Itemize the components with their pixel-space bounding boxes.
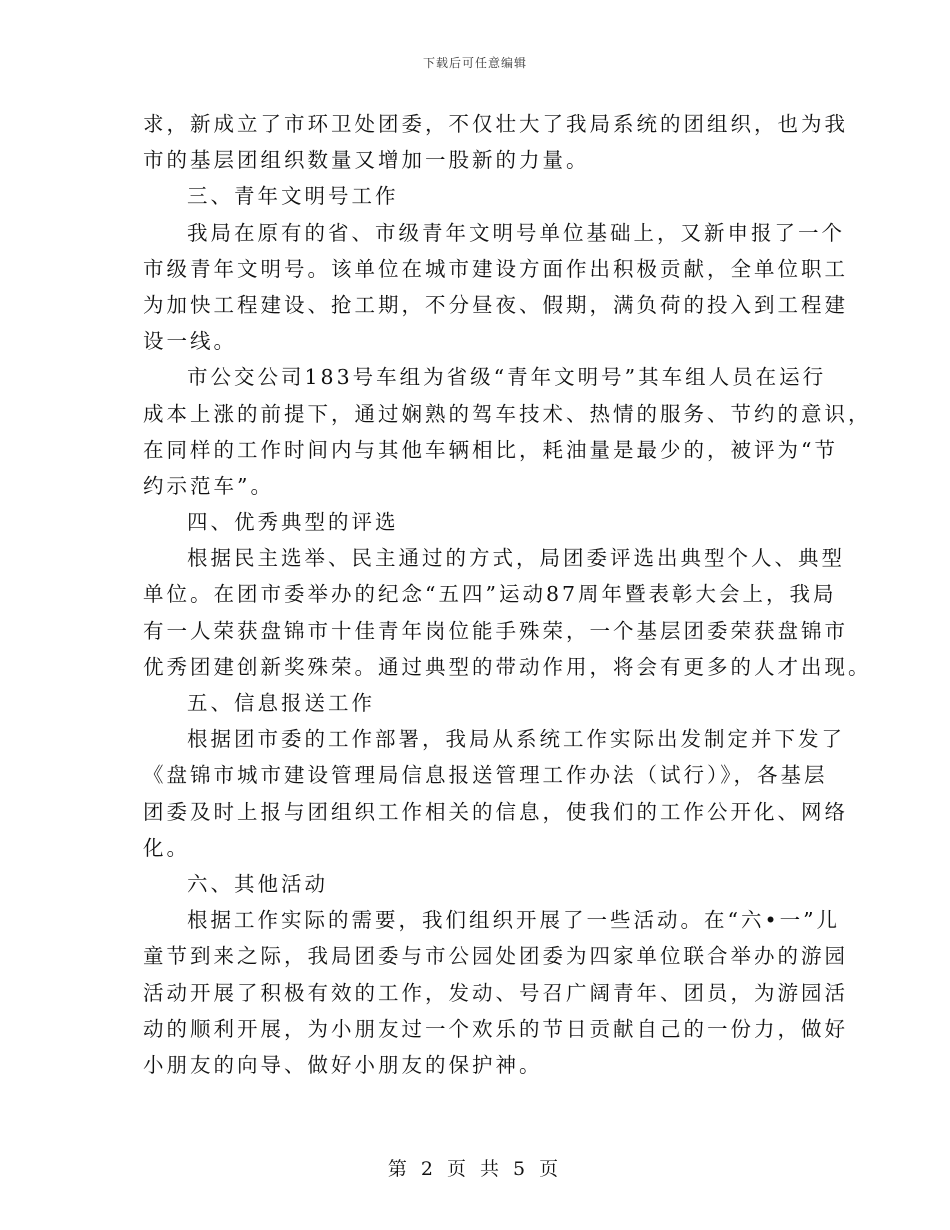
text-line: 约示范车”。 [143, 473, 274, 498]
text-line: 求，新成立了市环卫处团委，不仅壮大了我局系统的团组织，也为我 [143, 112, 848, 136]
text-line: 四、优秀典型的评选 [187, 510, 399, 535]
text-line: 团委及时上报与团组织工作相关的信息，使我们的工作公开化、网络 [143, 799, 848, 824]
text-line: 五、信息报送工作 [187, 691, 375, 715]
text-line: 有一人荣获盘锦市十佳青年岗位能手殊荣，一个基层团委荣获盘锦市 [143, 618, 848, 643]
text-line: 根据工作实际的需要，我们组织开展了一些活动。在“六•一”儿 [187, 908, 841, 933]
text-line: 在同样的工作时间内与其他车辆相比，耗油量是最少的，被评为“节 [143, 437, 838, 462]
text-line: 根据团市委的工作部署，我局从系统工作实际出发制定并下发了 [187, 727, 845, 752]
text-line: 单位。在团市委举办的纪念“五四”运动87周年暨表彰大会上，我局 [143, 582, 837, 607]
text-line: 根据民主选举、民主通过的方式，局团委评选出典型个人、典型 [187, 546, 845, 571]
text-line: 市级青年文明号。该单位在城市建设方面作出积极贡献，全单位职工 [143, 256, 848, 281]
text-line: 活动开展了积极有效的工作，发动、号召广阔青年、团员，为游园活 [143, 980, 848, 1005]
text-line: 三、青年文明号工作 [187, 184, 399, 209]
text-line: 童节到来之际，我局团委与市公园处团委为四家单位联合举办的游园 [143, 944, 848, 969]
text-line: 我局在原有的省、市级青年文明号单位基础上，又新申报了一个 [187, 220, 845, 245]
text-line: 为加快工程建设、抢工期，不分昼夜、假期，满负荷的投入到工程建 [143, 292, 848, 317]
page-header: 下载后可任意编辑 [422, 56, 527, 70]
text-line: 化。 [143, 835, 190, 860]
text-line: 优秀团建创新奖殊荣。通过典型的带动作用，将会有更多的人才出现。 [143, 654, 872, 679]
text-line: 六、其他活动 [187, 871, 328, 896]
text-line: 成本上涨的前提下，通过娴熟的驾车技术、热情的服务、节约的意识， [143, 401, 872, 426]
document-body [143, 106, 872, 1083]
text-line: 小朋友的向导、做好小朋友的保护神。 [143, 1052, 543, 1077]
text-line: 设一线。 [143, 329, 237, 354]
text-line: 动的顺利开展，为小朋友过一个欢乐的节日贡献自己的一份力，做好 [143, 1016, 848, 1041]
page-footer: 第 2 页 共 5 页 [387, 1158, 563, 1180]
text-line: 市的基层团组织数量又增加一股新的力量。 [143, 148, 590, 173]
text-line: 市公交公司183号车组为省级“青年文明号”其车组人员在运行 [187, 365, 827, 390]
text-line: 《盘锦市城市建设管理局信息报送管理工作办法（试行）》，各基层 [143, 763, 828, 788]
